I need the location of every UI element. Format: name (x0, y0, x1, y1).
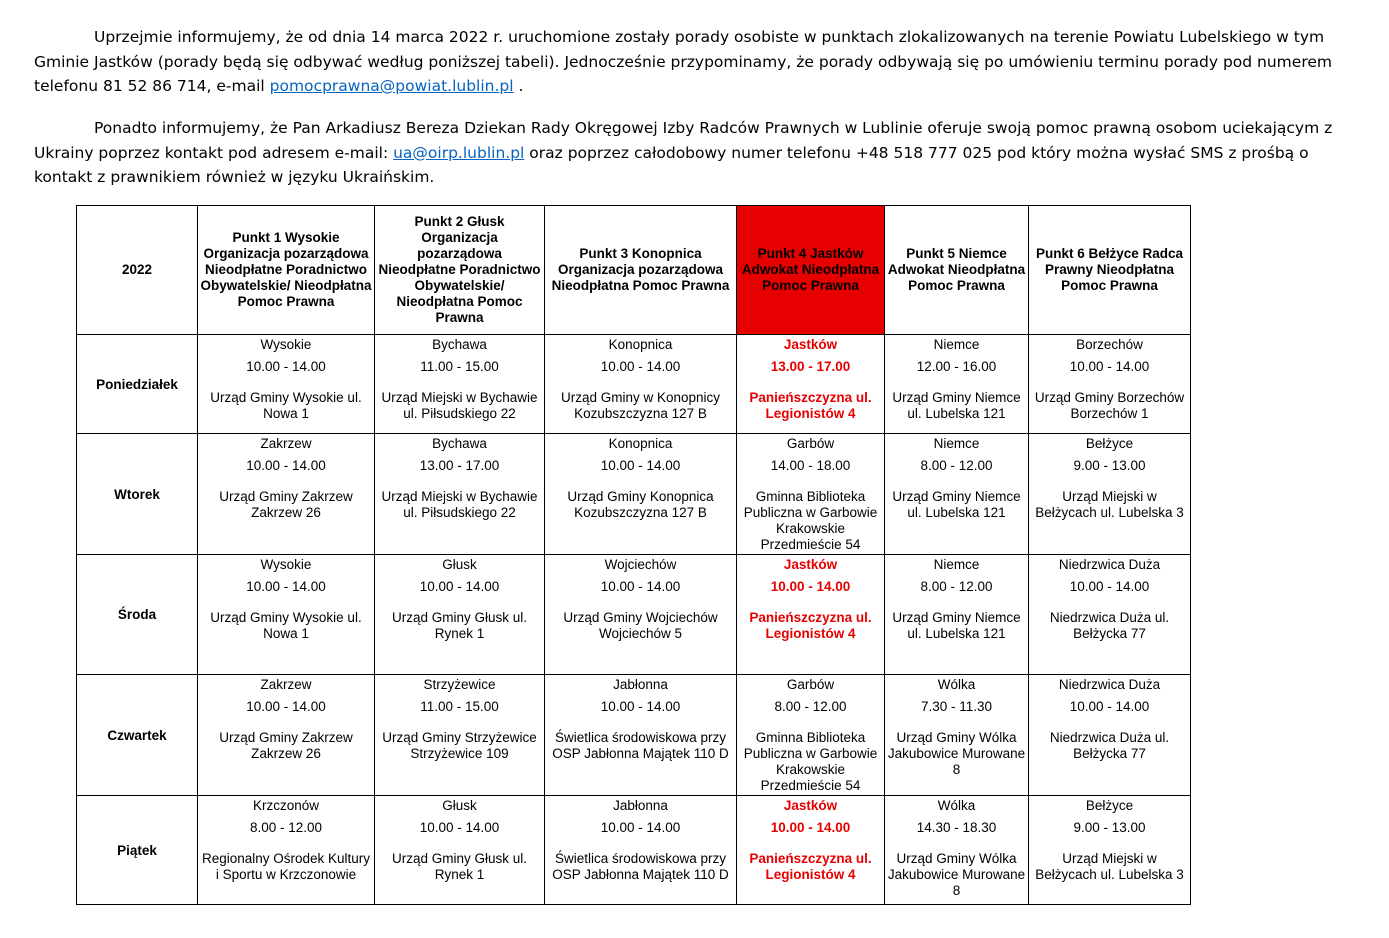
cell-location: Bełżyce (1085, 436, 1134, 451)
cell-hours: 10.00 - 14.00 (1069, 699, 1150, 714)
schedule-cell (545, 434, 737, 555)
cell-address: Urząd Gminy Wólka Jakubowice Murowane 8 (887, 730, 1026, 777)
day-label: Czwartek (77, 675, 198, 796)
cell-location: Wólka (937, 798, 976, 813)
cell-hours: 7.30 - 11.30 (920, 699, 993, 714)
schedule-cell (545, 335, 737, 434)
cell-hours: 9.00 - 13.00 (1073, 820, 1146, 835)
day-label: Środa (77, 555, 198, 675)
cell-hours: 10.00 - 14.00 (770, 579, 851, 594)
cell-hours: 10.00 - 14.00 (419, 820, 500, 835)
cell-hours: 10.00 - 14.00 (600, 458, 681, 473)
schedule-cell (375, 796, 545, 905)
cell-location: Garbów (786, 677, 835, 692)
schedule-cell (545, 555, 737, 675)
table-row (77, 675, 1191, 796)
intro-end-1: . (513, 77, 524, 95)
table-row (77, 434, 1191, 555)
cell-location: Zakrzew (260, 436, 312, 451)
schedule-cell (1029, 796, 1191, 905)
cell-hours: 8.00 - 12.00 (920, 458, 993, 473)
schedule-cell (737, 796, 885, 905)
cell-location: Niedrzwica Duża (1058, 677, 1161, 692)
cell-hours: 13.00 - 17.00 (419, 458, 500, 473)
header-punkt-6: Punkt 6 Bełżyce Radca Prawny Nieodpłatna Pomoc Prawna (1029, 206, 1191, 335)
cell-hours: 10.00 - 14.00 (770, 820, 851, 835)
schedule-cell (375, 434, 545, 555)
cell-location: Strzyżewice (423, 677, 496, 692)
schedule-cell (198, 675, 375, 796)
cell-location: Konopnica (608, 436, 673, 451)
cell-address: Urząd Gminy Wysokie ul. Nowa 1 (210, 610, 362, 641)
cell-address: Urząd Gminy Głusk ul. Rynek 1 (391, 610, 528, 641)
cell-hours: 10.00 - 14.00 (246, 359, 326, 374)
cell-location: Bychawa (432, 337, 487, 352)
schedule-cell (1029, 434, 1191, 555)
schedule-cell (885, 434, 1029, 555)
header-punkt-5: Punkt 5 Niemce Adwokat Nieodpłatna Pomoc Prawna (885, 206, 1029, 335)
cell-address: Panieńszczyzna ul. Legionistów 4 (749, 610, 872, 641)
cell-address: Urząd Gminy Wólka Jakubowice Murowane 8 (887, 851, 1026, 898)
cell-location: Jastków (783, 337, 838, 352)
schedule-cell (375, 555, 545, 675)
cell-hours: 10.00 - 14.00 (600, 820, 681, 835)
day-label: Wtorek (77, 434, 198, 555)
cell-hours: 14.30 - 18.30 (916, 820, 997, 835)
cell-hours: 8.00 - 12.00 (249, 820, 323, 835)
schedule-table (76, 205, 1191, 905)
schedule-cell (1029, 335, 1191, 434)
cell-location: Głusk (442, 557, 477, 572)
day-label: Piątek (77, 796, 198, 905)
schedule-cell (198, 335, 375, 434)
cell-hours: 14.00 - 18.00 (770, 458, 851, 473)
cell-location: Jastków (783, 557, 838, 572)
cell-hours: 8.00 - 12.00 (774, 699, 847, 714)
intro-end-2: oraz poprzez całodobowy numer telefonu +48 518 777 025 pod który można wysłać SMS z prośbą o kontakt z prawnikiem również w języku Ukraińskim. (34, 143, 1309, 186)
cell-address: Urząd Miejski w Bychawie ul. Piłsudskiego 22 (381, 390, 538, 421)
header-punkt-1: Punkt 1 Wysokie Organizacja pozarządowa Nieodpłatne Poradnictwo Obywatelskie/ Nieodpłatna Pomoc Prawna (198, 206, 375, 335)
cell-address: Urząd Gminy Zakrzew Zakrzew 26 (219, 730, 353, 761)
schedule-cell (885, 675, 1029, 796)
cell-address: Gminna Biblioteka Publiczna w Garbowie Krakowskie Przedmieście 54 (743, 489, 878, 552)
schedule-cell (198, 796, 375, 905)
schedule-cell (885, 796, 1029, 905)
cell-address: Urząd Miejski w Bychawie ul. Piłsudskiego 22 (381, 489, 538, 520)
schedule-cell (885, 335, 1029, 434)
cell-hours: 10.00 - 14.00 (600, 359, 681, 374)
cell-address: Urząd Gminy Konopnica Kozubszczyzna 127 B (567, 489, 714, 520)
cell-hours: 11.00 - 15.00 (420, 359, 499, 374)
cell-address: Świetlica środowiskowa przy OSP Jabłonna Majątek 110 D (552, 730, 729, 761)
cell-hours: 10.00 - 14.00 (246, 579, 326, 594)
cell-location: Jabłonna (613, 677, 668, 692)
cell-address: Urząd Gminy Głusk ul. Rynek 1 (391, 851, 528, 882)
intro-text-1: Uprzejmie informujemy, że od dnia 14 marca 2022 r. uruchomione zostały porady osobiste w punktach zlokalizowanych na terenie Powiatu Lubelskiego w tym Gminie Jastków (porady będą się odbywać według poniższej tabeli). Jednocześnie przypominamy, że porady odbywają się po umówieniu terminu porady pod numerem telefonu 81 52 86 714, e-mail (34, 28, 1332, 95)
cell-hours: 12.00 - 16.00 (916, 359, 997, 374)
table-row (77, 335, 1191, 434)
cell-address: Urząd Gminy Strzyżewice Strzyżewice 109 (382, 730, 537, 761)
header-punkt-2: Punkt 2 Głusk Organizacja pozarządowa Nieodpłatne Poradnictwo Obywatelskie/ Nieodpłatna Pomoc Prawna (375, 206, 545, 335)
cell-address: Gminna Biblioteka Publiczna w Garbowie Krakowskie Przedmieście 54 (743, 730, 878, 793)
cell-location: Konopnica (608, 337, 673, 352)
schedule-cell (198, 555, 375, 675)
cell-hours: 13.00 - 17.00 (770, 359, 851, 374)
header-punkt-3: Punkt 3 Konopnica Organizacja pozarządowa Nieodpłatna Pomoc Prawna (545, 206, 737, 335)
schedule-cell (545, 796, 737, 905)
cell-hours: 10.00 - 14.00 (419, 579, 500, 594)
email-link-pomocprawna[interactable]: pomocprawna@powiat.lublin.pl (269, 77, 514, 95)
cell-location: Jabłonna (613, 798, 668, 813)
schedule-cell (1029, 675, 1191, 796)
cell-location: Wysokie (260, 557, 312, 572)
cell-location: Borzechów (1076, 337, 1143, 352)
schedule-cell (375, 675, 545, 796)
cell-location: Niemce (933, 436, 980, 451)
schedule-cell (1029, 555, 1191, 675)
cell-hours: 11.00 - 15.00 (420, 699, 499, 714)
intro-paragraph-1 (34, 25, 1344, 99)
cell-location: Bełżyce (1085, 798, 1134, 813)
header-row (77, 206, 1191, 335)
schedule-cell (198, 434, 375, 555)
schedule-cell (737, 675, 885, 796)
cell-address: Urząd Gminy Niemce ul. Lubelska 121 (892, 610, 1021, 641)
cell-location: Wojciechów (604, 557, 677, 572)
schedule-cell (737, 555, 885, 675)
cell-address: Panieńszczyzna ul. Legionistów 4 (749, 390, 872, 421)
schedule-cell (545, 675, 737, 796)
table-row (77, 796, 1191, 905)
cell-location: Wólka (937, 677, 976, 692)
cell-location: Głusk (442, 798, 477, 813)
schedule-cell (737, 434, 885, 555)
intro-paragraph-2 (34, 116, 1344, 190)
cell-address: Urząd Gminy Wysokie ul. Nowa 1 (210, 390, 362, 421)
cell-hours: 10.00 - 14.00 (1069, 359, 1150, 374)
schedule-cell (375, 335, 545, 434)
cell-address: Niedrzwica Duża ul. Bełżycka 77 (1049, 610, 1170, 641)
cell-hours: 10.00 - 14.00 (246, 458, 326, 473)
cell-address: Panieńszczyzna ul. Legionistów 4 (749, 851, 872, 882)
cell-location: Niedrzwica Duża (1058, 557, 1161, 572)
cell-hours: 10.00 - 14.00 (1069, 579, 1150, 594)
email-link-oirp[interactable]: ua@oirp.lublin.pl (393, 143, 525, 162)
cell-location: Garbów (786, 436, 835, 451)
cell-location: Niemce (933, 337, 980, 352)
header-punkt-4: Punkt 4 Jastków Adwokat Nieodpłatna Pomoc Prawna (737, 206, 885, 335)
cell-hours: 10.00 - 14.00 (600, 699, 681, 714)
cell-address: Urząd Gminy Niemce ul. Lubelska 121 (892, 390, 1021, 421)
cell-hours: 8.00 - 12.00 (920, 579, 993, 594)
cell-location: Niemce (933, 557, 980, 572)
cell-location: Zakrzew (260, 677, 312, 692)
cell-address: Urząd Miejski w Bełżycach ul. Lubelska 3 (1035, 489, 1184, 520)
cell-address: Urząd Gminy Niemce ul. Lubelska 121 (892, 489, 1021, 520)
cell-location: Wysokie (260, 337, 312, 352)
cell-location: Bychawa (432, 436, 487, 451)
schedule-cell (737, 335, 885, 434)
cell-address: Niedrzwica Duża ul. Bełżycka 77 (1049, 730, 1170, 761)
cell-location: Jastków (783, 798, 838, 813)
cell-address: Świetlica środowiskowa przy OSP Jabłonna Majątek 110 D (552, 851, 729, 882)
cell-hours: 10.00 - 14.00 (246, 699, 326, 714)
schedule-cell (885, 555, 1029, 675)
cell-location: Krzczonów (252, 798, 320, 813)
day-label: Poniedziałek (77, 335, 198, 434)
cell-address: Regionalny Ośrodek Kultury i Sportu w Krzczonowie (201, 851, 371, 882)
year-header: 2022 (77, 206, 198, 335)
cell-hours: 10.00 - 14.00 (600, 579, 681, 594)
intro-text-2: Ponadto informujemy, że Pan Arkadiusz Bereza Dziekan Rady Okręgowej Izby Radców Prawnych w Lublinie oferuje swoją pomoc prawną osobom uciekającym z Ukrainy poprzez kontakt pod adresem e-mail: (34, 119, 1333, 162)
cell-address: Urząd Gminy Borzechów Borzechów 1 (1034, 390, 1185, 421)
cell-address: Urząd Gminy w Konopnicy Kozubszczyzna 127 B (560, 390, 721, 421)
cell-address: Urząd Gminy Wojciechów Wojciechów 5 (563, 610, 718, 641)
cell-hours: 9.00 - 13.00 (1073, 458, 1146, 473)
cell-address: Urząd Gminy Zakrzew Zakrzew 26 (219, 489, 353, 520)
table-row (77, 555, 1191, 675)
cell-address: Urząd Miejski w Bełżycach ul. Lubelska 3 (1035, 851, 1184, 882)
